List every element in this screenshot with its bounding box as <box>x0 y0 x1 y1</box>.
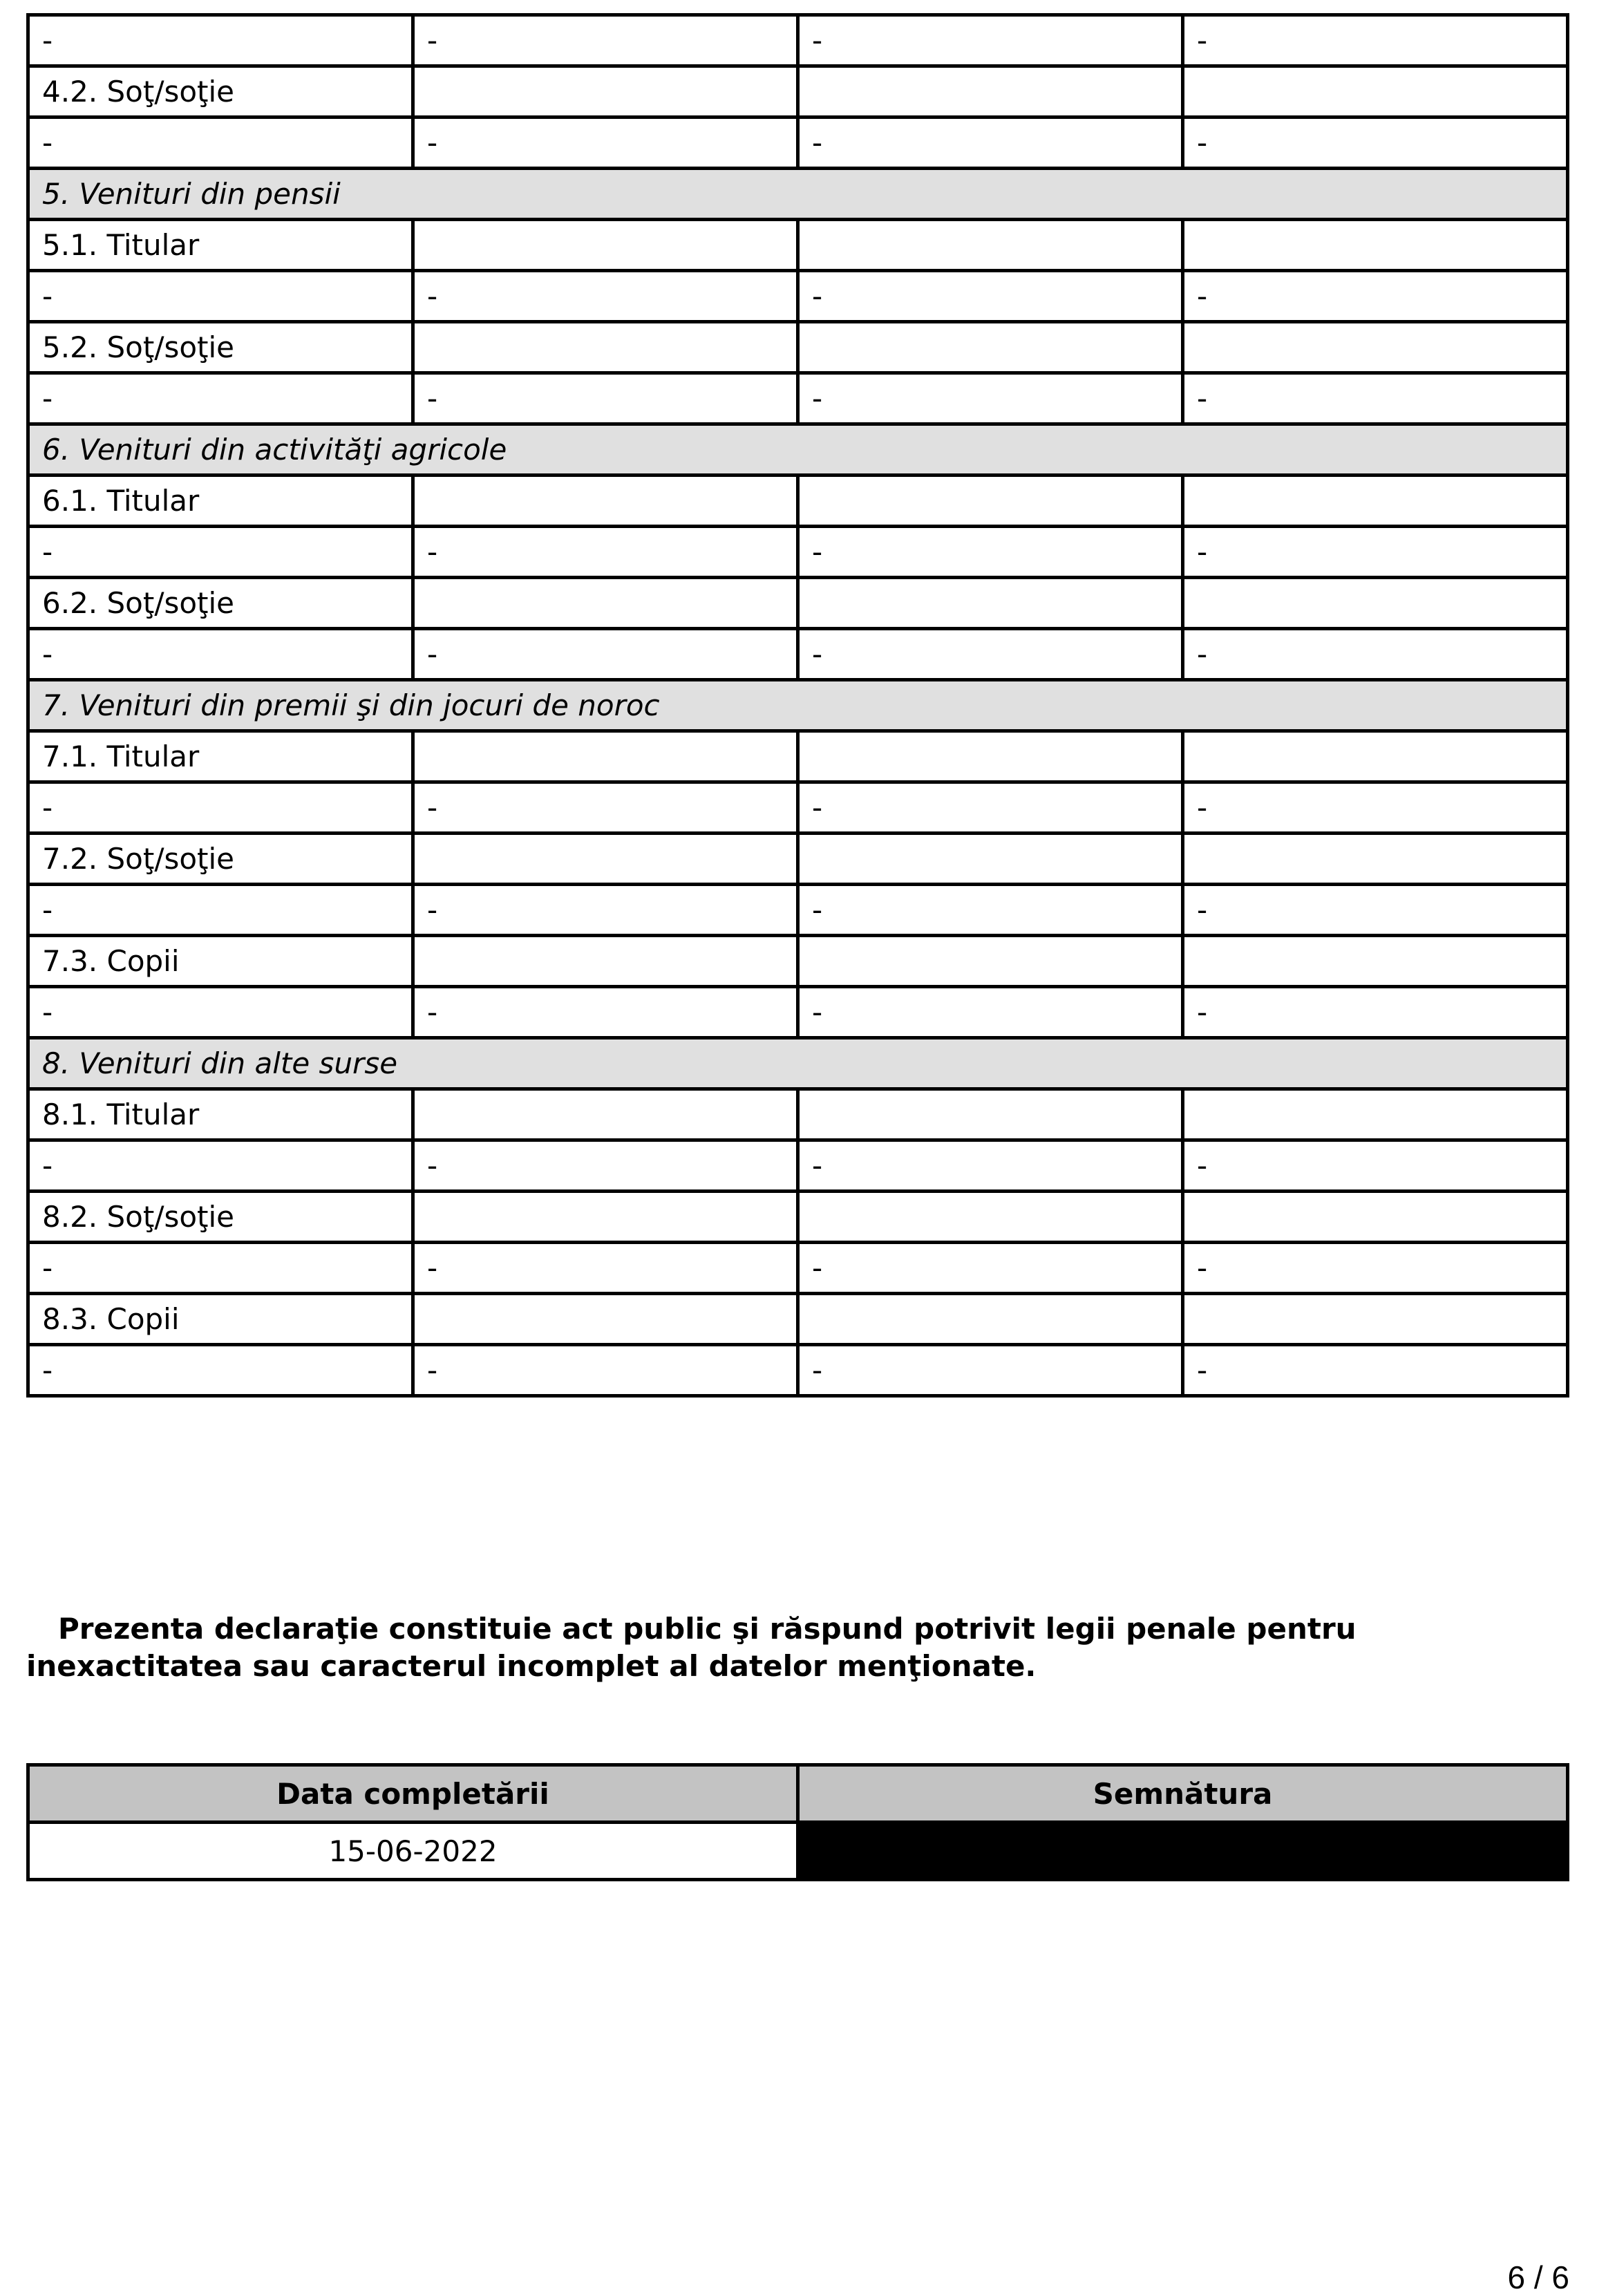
table-cell: - <box>28 527 413 578</box>
table-cell: - <box>28 117 413 169</box>
empty-cell <box>798 220 1183 271</box>
empty-cell <box>413 578 798 629</box>
empty-cell <box>798 476 1183 527</box>
empty-cell <box>1183 322 1568 373</box>
person-label-row <box>28 936 1568 987</box>
person-label: 7.1. Titular <box>28 731 413 782</box>
table-cell: - <box>413 1140 798 1192</box>
table-cell: - <box>413 271 798 322</box>
table-cell: - <box>1183 1140 1568 1192</box>
empty-cell <box>798 322 1183 373</box>
empty-cell <box>798 1089 1183 1140</box>
signature-value-row <box>28 1823 1568 1880</box>
table-cell: - <box>798 373 1183 424</box>
table-cell: - <box>413 117 798 169</box>
empty-cell <box>413 731 798 782</box>
table-row <box>28 527 1568 578</box>
redacted-signature <box>798 1823 1568 1880</box>
empty-cell <box>1183 834 1568 885</box>
table-cell: - <box>1183 885 1568 936</box>
table-row <box>28 117 1568 169</box>
person-label: 7.3. Copii <box>28 936 413 987</box>
empty-cell <box>1183 936 1568 987</box>
table-cell: - <box>28 629 413 680</box>
empty-cell <box>1183 1192 1568 1243</box>
table-cell: - <box>798 15 1183 66</box>
table-cell: - <box>1183 117 1568 169</box>
empty-cell <box>798 578 1183 629</box>
empty-cell <box>413 936 798 987</box>
page-number: 6 / 6 <box>1507 2259 1569 2295</box>
table-cell: - <box>28 1243 413 1294</box>
empty-cell <box>413 220 798 271</box>
person-label-row <box>28 476 1568 527</box>
person-label-row <box>28 731 1568 782</box>
table-cell: - <box>798 271 1183 322</box>
table-cell: - <box>1183 782 1568 834</box>
section-header-row <box>28 1038 1568 1089</box>
table-cell: - <box>28 1140 413 1192</box>
table-row <box>28 271 1568 322</box>
table-cell: - <box>798 117 1183 169</box>
table-row <box>28 885 1568 936</box>
table-cell: - <box>28 987 413 1038</box>
table-row <box>28 629 1568 680</box>
table-row <box>28 1140 1568 1192</box>
table-cell: - <box>413 782 798 834</box>
table-cell: - <box>28 885 413 936</box>
empty-cell <box>1183 578 1568 629</box>
income-table-body <box>28 15 1568 1396</box>
table-cell: - <box>798 885 1183 936</box>
section-title: 6. Venituri din activităţi agricole <box>28 424 1568 476</box>
person-label-row <box>28 578 1568 629</box>
table-cell: - <box>28 782 413 834</box>
empty-cell <box>413 66 798 117</box>
empty-cell <box>413 476 798 527</box>
person-label: 8.1. Titular <box>28 1089 413 1140</box>
table-cell: - <box>413 527 798 578</box>
table-cell: - <box>413 987 798 1038</box>
empty-cell <box>798 1294 1183 1345</box>
empty-cell <box>413 834 798 885</box>
empty-cell <box>413 322 798 373</box>
person-label: 6.1. Titular <box>28 476 413 527</box>
table-row <box>28 987 1568 1038</box>
section-title: 8. Venituri din alte surse <box>28 1038 1568 1089</box>
table-row <box>28 373 1568 424</box>
empty-cell <box>798 1192 1183 1243</box>
person-label: 6.2. Soţ/soţie <box>28 578 413 629</box>
table-cell: - <box>1183 987 1568 1038</box>
person-label-row <box>28 834 1568 885</box>
empty-cell <box>1183 731 1568 782</box>
table-cell: - <box>413 15 798 66</box>
completion-date: 15-06-2022 <box>28 1823 798 1880</box>
table-cell: - <box>28 373 413 424</box>
table-cell: - <box>1183 373 1568 424</box>
section-title: 7. Venituri din premii şi din jocuri de noroc <box>28 680 1568 731</box>
empty-cell <box>798 936 1183 987</box>
table-cell: - <box>413 885 798 936</box>
table-cell: - <box>798 629 1183 680</box>
empty-cell <box>1183 220 1568 271</box>
person-label: 4.2. Soţ/soţie <box>28 66 413 117</box>
empty-cell <box>1183 66 1568 117</box>
empty-cell <box>413 1294 798 1345</box>
person-label-row <box>28 1192 1568 1243</box>
empty-cell <box>413 1192 798 1243</box>
table-row <box>28 15 1568 66</box>
table-cell: - <box>1183 1243 1568 1294</box>
table-cell: - <box>1183 629 1568 680</box>
person-label-row <box>28 1089 1568 1140</box>
person-label: 5.1. Titular <box>28 220 413 271</box>
table-cell: - <box>28 271 413 322</box>
table-cell: - <box>798 782 1183 834</box>
empty-cell <box>1183 1089 1568 1140</box>
table-cell: - <box>1183 15 1568 66</box>
empty-cell <box>1183 1294 1568 1345</box>
declaration-statement: Prezenta declaraţie constituie act public şi răspund potrivit legii penale pentru inexactitatea sau caracterul incomplet al datelor menţionate. <box>26 1612 1357 1683</box>
table-cell: - <box>1183 1345 1568 1396</box>
table-cell: - <box>1183 271 1568 322</box>
table-cell: - <box>28 1345 413 1396</box>
empty-cell <box>798 66 1183 117</box>
person-label: 8.2. Soţ/soţie <box>28 1192 413 1243</box>
section-title: 5. Venituri din pensii <box>28 169 1568 220</box>
signature-table <box>26 1763 1569 1881</box>
income-table <box>26 13 1569 1398</box>
empty-cell <box>413 1089 798 1140</box>
person-label-row <box>28 66 1568 117</box>
signature-header-row <box>28 1765 1568 1823</box>
section-header-row <box>28 424 1568 476</box>
person-label: 8.3. Copii <box>28 1294 413 1345</box>
table-cell: - <box>798 1140 1183 1192</box>
table-row <box>28 1243 1568 1294</box>
empty-cell <box>798 731 1183 782</box>
table-cell: - <box>1183 527 1568 578</box>
table-cell: - <box>413 629 798 680</box>
person-label: 7.2. Soţ/soţie <box>28 834 413 885</box>
table-row <box>28 1345 1568 1396</box>
table-row <box>28 782 1568 834</box>
table-cell: - <box>798 1345 1183 1396</box>
signature-header: Semnătura <box>798 1765 1568 1823</box>
person-label-row <box>28 322 1568 373</box>
empty-cell <box>798 834 1183 885</box>
date-header: Data completării <box>28 1765 798 1823</box>
empty-cell <box>1183 476 1568 527</box>
table-cell: - <box>413 373 798 424</box>
table-cell: - <box>28 15 413 66</box>
section-header-row <box>28 680 1568 731</box>
person-label-row <box>28 1294 1568 1345</box>
section-header-row <box>28 169 1568 220</box>
table-cell: - <box>798 1243 1183 1294</box>
person-label-row <box>28 220 1568 271</box>
table-cell: - <box>798 527 1183 578</box>
table-cell: - <box>413 1243 798 1294</box>
person-label: 5.2. Soţ/soţie <box>28 322 413 373</box>
table-cell: - <box>413 1345 798 1396</box>
table-cell: - <box>798 987 1183 1038</box>
